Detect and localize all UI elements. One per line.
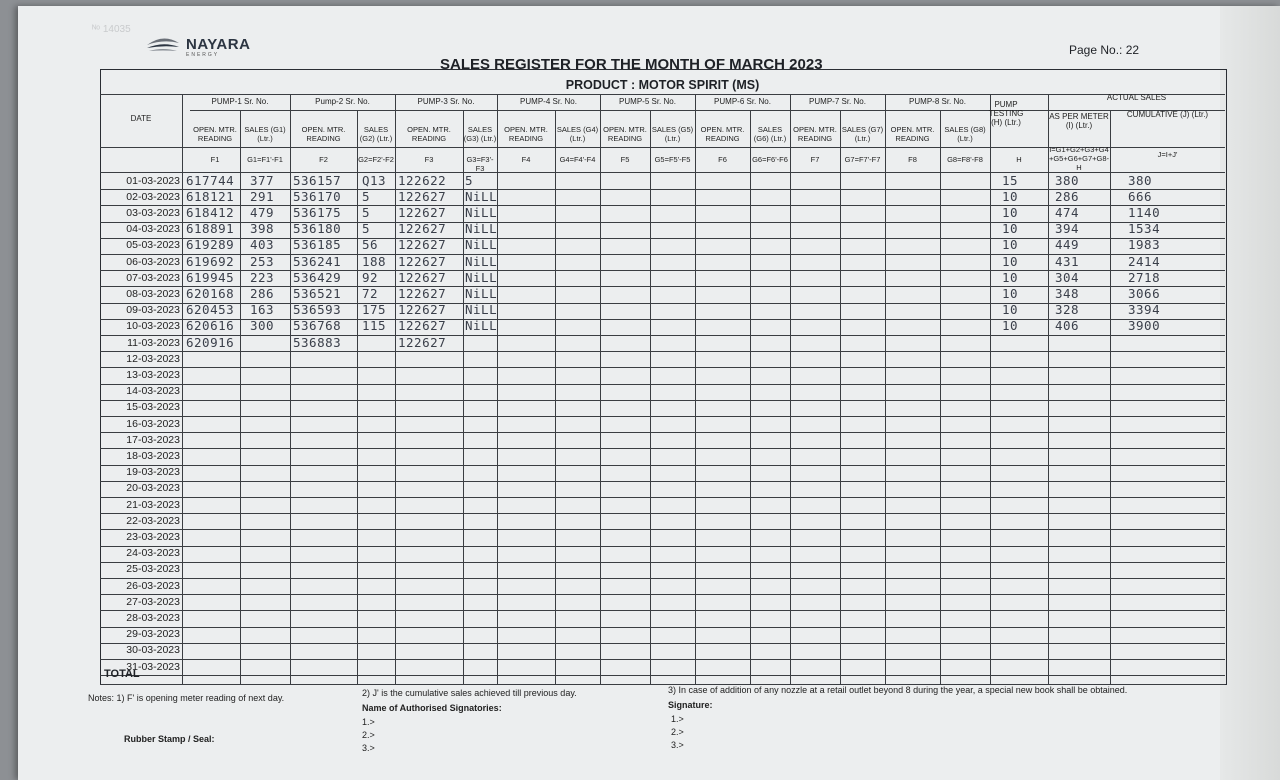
- sales-header: SALES (G3) (Ltr.): [463, 125, 497, 143]
- cell-f3: 122627: [398, 318, 447, 334]
- cell-g3: NiLL: [465, 285, 498, 301]
- cell-i: 474: [1055, 204, 1080, 220]
- cell-g1: 479: [250, 204, 275, 220]
- cell-f3: 122622: [398, 172, 447, 188]
- row-date: 14-03-2023: [126, 385, 180, 398]
- cell-g1: 223: [250, 269, 275, 285]
- grid-line: [190, 110, 1225, 111]
- pump-7-header: PUMP-7 Sr. No.: [809, 97, 866, 106]
- row-date: 19-03-2023: [126, 466, 180, 479]
- grid-line: [100, 675, 1225, 676]
- cell-g3: NiLL: [465, 253, 498, 269]
- row-date: 18-03-2023: [126, 449, 180, 462]
- row-date: 25-03-2023: [126, 563, 180, 576]
- cell-f1: 618121: [186, 188, 235, 204]
- row-date: 28-03-2023: [126, 611, 180, 624]
- row-date: 23-03-2023: [126, 530, 180, 543]
- cell-h: 10: [1002, 188, 1019, 204]
- cell-f1: 618412: [186, 204, 235, 220]
- cell-h: 10: [1002, 269, 1019, 285]
- grid-line: [100, 610, 1225, 611]
- row-date: 29-03-2023: [126, 628, 180, 641]
- sales-header: SALES (G7) (Ltr.): [841, 125, 884, 143]
- signatory-1: 1.>: [362, 717, 375, 727]
- grid-line: [1110, 110, 1111, 684]
- row-date: 11-03-2023: [127, 336, 180, 349]
- nayara-logo-icon: [145, 31, 181, 59]
- grid-line: [100, 465, 1225, 466]
- grid-line: [395, 94, 396, 684]
- f-code: F6: [718, 155, 727, 164]
- ghost-stamp: ᴺᵒ 14035: [92, 24, 131, 35]
- row-date: 17-03-2023: [126, 433, 180, 446]
- cell-g1: 403: [250, 237, 275, 253]
- page-number: Page No.: 22: [1069, 43, 1140, 57]
- cell-f2: 536429: [293, 269, 342, 285]
- cell-g3: NiLL: [465, 237, 498, 253]
- signature-1: 1.>: [671, 714, 684, 724]
- date-header: DATE: [130, 114, 152, 123]
- product-heading: PRODUCT : MOTOR SPIRIT (MS): [565, 78, 760, 92]
- cell-g3: NiLL: [465, 318, 498, 334]
- signatory-2: 2.>: [362, 730, 375, 740]
- cell-g1: 291: [250, 188, 275, 204]
- cell-f2: 536241: [293, 253, 342, 269]
- cell-f3: 122627: [398, 188, 447, 204]
- cell-f2: 536883: [293, 334, 342, 350]
- row-date: 07-03-2023: [126, 271, 180, 284]
- cell-f2: 536157: [293, 172, 342, 188]
- row-date: 01-03-2023: [126, 174, 180, 187]
- cell-j: 3394: [1128, 302, 1161, 318]
- open-mtr-header: OPEN. MTR. READING: [603, 125, 647, 143]
- cell-g2: 175: [362, 302, 387, 318]
- sales-header: SALES (G6) (Ltr.): [753, 125, 787, 143]
- cell-i: 394: [1055, 221, 1080, 237]
- cell-f2: 536175: [293, 204, 342, 220]
- grid-line: [100, 497, 1225, 498]
- signature-2: 2.>: [671, 727, 684, 737]
- open-mtr-header: OPEN. MTR. READING: [890, 125, 935, 143]
- pump-3-header: PUMP-3 Sr. No.: [417, 97, 475, 106]
- page-title: SALES REGISTER FOR THE MONTH OF MARCH 2023: [440, 56, 823, 73]
- grid-line: [100, 562, 1225, 563]
- page-edge: [1220, 6, 1280, 780]
- pump-8-header: PUMP-8 Sr. No.: [909, 97, 966, 106]
- cell-g3: NiLL: [465, 302, 498, 318]
- cell-i: 304: [1055, 269, 1080, 285]
- cell-f1: 620453: [186, 302, 235, 318]
- grid-line: [555, 110, 556, 684]
- cell-f3: 122627: [398, 334, 447, 350]
- row-date: 16-03-2023: [126, 417, 180, 430]
- row-date: 08-03-2023: [126, 287, 180, 300]
- row-date: 02-03-2023: [126, 190, 180, 203]
- f-code: F5: [620, 155, 630, 164]
- row-date: 30-03-2023: [126, 644, 180, 657]
- cell-g2: 115: [362, 318, 387, 334]
- grid-line: [885, 94, 886, 684]
- cell-i: 380: [1055, 172, 1080, 188]
- cell-g2: 92: [362, 269, 379, 285]
- cell-f3: 122627: [398, 221, 447, 237]
- row-date: 04-03-2023: [126, 223, 180, 236]
- i-formula: I=G1+G2+G3+G4 +G5+G6+G7+G8-H: [1048, 145, 1110, 172]
- cell-f3: 122627: [398, 204, 447, 220]
- cell-f1: 620616: [186, 318, 235, 334]
- grid-line: [100, 513, 1225, 514]
- pump-4-header: PUMP-4 Sr. No.: [520, 97, 577, 106]
- grid-line: [100, 367, 1225, 368]
- note-2: 2) J' is the cumulative sales achieved till previous day.: [362, 688, 577, 698]
- grid-line: [100, 643, 1225, 644]
- grid-line: [100, 546, 1225, 547]
- cell-f2: 536170: [293, 188, 342, 204]
- cell-f2: 536768: [293, 318, 342, 334]
- signature-label: Signature:: [668, 700, 713, 710]
- cell-j: 380: [1128, 172, 1153, 188]
- grid-line: [100, 659, 1225, 660]
- cell-h: 10: [1002, 285, 1019, 301]
- grid-line: [290, 94, 291, 684]
- grid-line: [100, 627, 1225, 628]
- cell-f3: 122627: [398, 253, 447, 269]
- grid-line: [100, 335, 1225, 336]
- cell-j: 1140: [1128, 204, 1161, 220]
- f-code: F8: [908, 155, 917, 164]
- cell-h: 10: [1002, 318, 1019, 334]
- grid-line: [100, 594, 1225, 595]
- brand-name: NAYARA: [186, 36, 251, 53]
- cell-f2: 536185: [293, 237, 342, 253]
- f-code: F7: [810, 155, 820, 164]
- open-mtr-header: OPEN. MTR. READING: [301, 125, 346, 143]
- cell-f1: 619289: [186, 237, 235, 253]
- grid-line: [463, 110, 464, 684]
- cell-f3: 122627: [398, 285, 447, 301]
- pump-1-header: PUMP-1 Sr. No.: [211, 97, 269, 106]
- cell-f1: 618891: [186, 221, 235, 237]
- cell-g2: 188: [362, 253, 387, 269]
- cell-h: 15: [1002, 172, 1019, 188]
- g-code: G7=F7'-F7: [844, 155, 881, 164]
- g-code: G5=F5'-F5: [654, 155, 691, 164]
- sales-header: SALES (G5) (Ltr.): [651, 125, 694, 143]
- sales-header: SALES (G1) (Ltr.): [244, 125, 286, 143]
- cell-j: 2718: [1128, 269, 1161, 285]
- row-date: 12-03-2023: [126, 352, 180, 365]
- cell-g2: 5: [362, 188, 371, 204]
- f-code: F1: [210, 155, 220, 164]
- cell-j: 3900: [1128, 318, 1161, 334]
- row-date: 03-03-2023: [126, 206, 180, 219]
- note-3: 3) In case of addition of any nozzle at a retail outlet beyond 8 during the year, a special new book shall be obtained.: [668, 685, 1128, 695]
- pump-testing-header: PUMP TESTING (H) (Ltr.): [988, 100, 1024, 127]
- sales-header: SALES (G2) (Ltr.): [359, 125, 393, 143]
- row-date: 09-03-2023: [126, 304, 180, 317]
- grid-line: [600, 94, 601, 684]
- cell-g1: 398: [250, 221, 275, 237]
- cell-f1: 620916: [186, 334, 235, 350]
- grid-line: [1048, 110, 1049, 684]
- cell-g2: 5: [362, 204, 371, 220]
- grid-line: [100, 481, 1225, 482]
- grid-line: [497, 94, 498, 684]
- open-mtr-header: OPEN. MTR. READING: [700, 125, 745, 143]
- grid-line: [357, 110, 358, 684]
- cell-h: 10: [1002, 221, 1019, 237]
- cell-g2: 72: [362, 285, 379, 301]
- row-date: 21-03-2023: [126, 498, 180, 511]
- row-date: 26-03-2023: [126, 579, 180, 592]
- grid-line: [100, 351, 1225, 352]
- sales-header: SALES (G8) (Ltr.): [944, 125, 986, 143]
- open-mtr-header: OPEN. MTR. READING: [193, 125, 237, 143]
- cell-g1: 300: [250, 318, 275, 334]
- g-code: G1=F1'-F1: [247, 155, 283, 164]
- cell-f3: 122627: [398, 302, 447, 318]
- grid-line: [695, 94, 696, 684]
- cell-h: 10: [1002, 302, 1019, 318]
- grid-line: [940, 110, 941, 684]
- cell-f2: 536180: [293, 221, 342, 237]
- cell-h: 10: [1002, 204, 1019, 220]
- cell-g3: NiLL: [465, 188, 498, 204]
- cell-g1: 286: [250, 285, 275, 301]
- grid-line: [100, 432, 1225, 433]
- h-code: H: [1016, 155, 1022, 164]
- row-date: 31-03-2023: [126, 660, 180, 673]
- cell-h: 10: [1002, 237, 1019, 253]
- note-1: Notes: 1) F' is opening meter reading of next day.: [88, 693, 285, 703]
- pump-2-header: Pump-2 Sr. No.: [315, 97, 370, 106]
- grid-line: [100, 416, 1225, 417]
- as-per-meter-header: AS PER METER (I) (Ltr.): [1049, 112, 1109, 130]
- row-date: 24-03-2023: [126, 547, 180, 560]
- cell-j: 1534: [1128, 221, 1161, 237]
- row-date: 10-03-2023: [126, 320, 180, 333]
- cell-g2: Q13: [362, 172, 387, 188]
- rubber-stamp-label: Rubber Stamp / Seal:: [124, 734, 215, 744]
- row-date: 13-03-2023: [126, 368, 180, 381]
- grid-line: [100, 529, 1225, 530]
- g-code: G3=F3'-F3: [466, 155, 494, 173]
- cell-f3: 122627: [398, 269, 447, 285]
- g-code: G4=F4'-F4: [559, 155, 596, 164]
- cell-j: 3066: [1128, 285, 1161, 301]
- cell-g2: 56: [362, 237, 379, 253]
- cell-f2: 536521: [293, 285, 342, 301]
- grid-line: [240, 110, 241, 684]
- g-code: G8=F8'-F8: [947, 155, 983, 164]
- g-code: G2=F2'-F2: [358, 155, 394, 164]
- grid-line: [100, 384, 1225, 385]
- f-code: F4: [521, 155, 531, 164]
- cell-g1: 163: [250, 302, 275, 318]
- cell-i: 431: [1055, 253, 1080, 269]
- cell-g1: 377: [250, 172, 275, 188]
- grid-line: [650, 110, 651, 684]
- actual-sales-header: ACTUAL SALES: [1106, 93, 1167, 102]
- cell-g1: 253: [250, 253, 275, 269]
- cell-f3: 122627: [398, 237, 447, 253]
- grid-line: [182, 94, 183, 684]
- j-formula: J=I+J': [1157, 150, 1178, 159]
- cell-f1: 619945: [186, 269, 235, 285]
- sales-header: SALES (G4) (Ltr.): [556, 125, 599, 143]
- f-code: F3: [424, 155, 434, 164]
- open-mtr-header: OPEN. MTR. READING: [504, 125, 548, 143]
- total-label: TOTAL: [104, 668, 140, 680]
- cell-i: 406: [1055, 318, 1080, 334]
- grid-line: [790, 94, 791, 684]
- cumulative-header: CUMULATIVE (J) (Ltr.): [1126, 110, 1209, 119]
- cell-h: 10: [1002, 253, 1019, 269]
- row-date: 05-03-2023: [126, 239, 180, 252]
- cell-i: 286: [1055, 188, 1080, 204]
- cell-j: 666: [1128, 188, 1153, 204]
- cell-i: 348: [1055, 285, 1080, 301]
- grid-line: [840, 110, 841, 684]
- cell-g3: 5: [465, 172, 474, 188]
- pump-6-header: PUMP-6 Sr. No.: [714, 97, 771, 106]
- cell-f1: 619692: [186, 253, 235, 269]
- row-date: 06-03-2023: [126, 255, 180, 268]
- cell-j: 2414: [1128, 253, 1161, 269]
- brand-sub: ENERGY: [186, 52, 220, 58]
- signature-3: 3.>: [671, 740, 684, 750]
- grid-line: [750, 110, 751, 684]
- cell-f1: 620168: [186, 285, 235, 301]
- row-date: 22-03-2023: [126, 514, 180, 527]
- cell-f1: 617744: [186, 172, 235, 188]
- grid-line: [100, 578, 1225, 579]
- grid-line: [100, 400, 1225, 401]
- cell-f2: 536593: [293, 302, 342, 318]
- cell-i: 449: [1055, 237, 1080, 253]
- open-mtr-header: OPEN. MTR. READING: [407, 125, 451, 143]
- signatory-3: 3.>: [362, 743, 375, 753]
- row-date: 27-03-2023: [126, 595, 180, 608]
- pump-5-header: PUMP-5 Sr. No.: [619, 97, 676, 106]
- grid-line: [100, 448, 1225, 449]
- cell-g3: NiLL: [465, 204, 498, 220]
- f-code: F2: [319, 155, 328, 164]
- cell-g3: NiLL: [465, 269, 498, 285]
- cell-g3: NiLL: [465, 221, 498, 237]
- row-date: 20-03-2023: [126, 482, 180, 495]
- grid-line: [990, 94, 991, 684]
- g-code: G6=F6'-F6: [752, 155, 788, 164]
- cell-i: 328: [1055, 302, 1080, 318]
- open-mtr-header: OPEN. MTR. READING: [793, 125, 837, 143]
- cell-g2: 5: [362, 221, 371, 237]
- signatories-label: Name of Authorised Signatories:: [362, 703, 502, 713]
- row-date: 15-03-2023: [126, 401, 180, 414]
- cell-j: 1983: [1128, 237, 1161, 253]
